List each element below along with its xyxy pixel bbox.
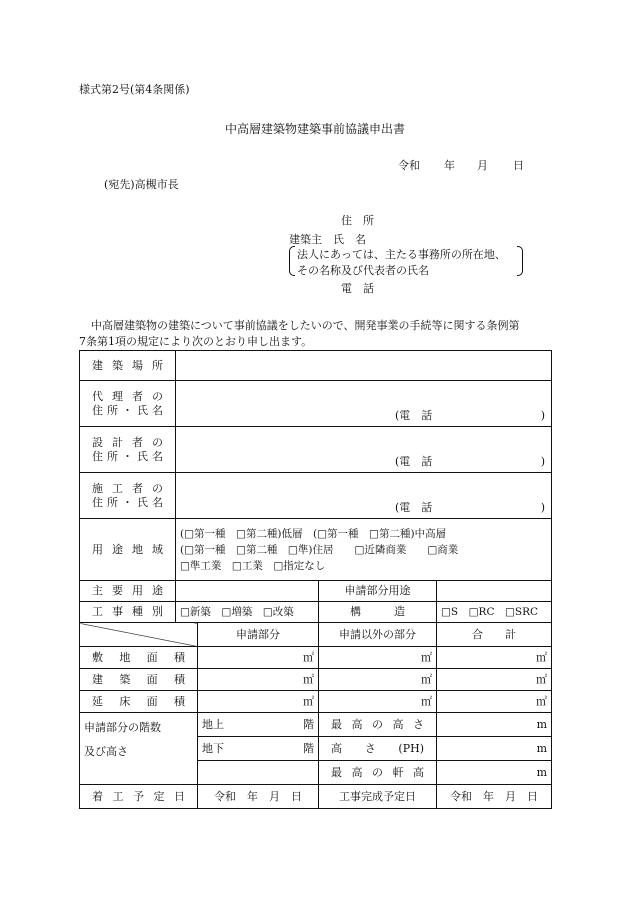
main-use-value[interactable] — [176, 581, 319, 602]
month-label: 月 — [477, 159, 488, 172]
agent-label-line-2: 住所・氏名 — [92, 403, 163, 417]
schedule-row — [80, 785, 552, 809]
site-area-label: 敷地面積 — [80, 647, 198, 669]
diagonal-header-cell — [80, 623, 198, 647]
form-number: 様式第2号(第4条関係) — [79, 83, 190, 96]
builder-label — [80, 473, 176, 519]
sqm-unit: ㎡ — [536, 694, 548, 708]
building-area-other[interactable] — [319, 669, 437, 691]
sqm-unit: ㎡ — [421, 694, 432, 708]
sqm-unit: ㎡ — [421, 650, 432, 664]
agent-label-line-1: 代理者の — [92, 389, 163, 403]
max-height-label: 最高の高さ — [319, 713, 437, 737]
designer-phone-open: (電 話 — [395, 455, 433, 468]
below-ground-cell[interactable] — [198, 737, 319, 761]
note-line-2: その名称及び代表者の氏名 — [297, 264, 429, 277]
note-bracket-left — [289, 246, 295, 276]
above-ground-label: 地上 — [202, 717, 224, 731]
building-area-label: 建築面積 — [80, 669, 198, 691]
addressee: (宛先)高槻市長 — [104, 178, 179, 191]
designer-row — [80, 427, 552, 473]
intro-line-2: 7条第1項の規定により次のとおり申し出ます。 — [79, 335, 313, 348]
m-unit: m — [536, 741, 548, 755]
owner-name-label: 建築主 氏 名 — [289, 233, 366, 246]
floors-row-above — [80, 713, 552, 737]
year-label: 年 — [444, 159, 455, 172]
sqm-unit: ㎡ — [303, 694, 314, 708]
agent-value[interactable] — [176, 381, 552, 427]
applied-use-label: 申請部分用途 — [319, 581, 437, 602]
floor-unit: 階 — [303, 741, 314, 755]
agent-phone-open: (電 話 — [395, 409, 433, 422]
zone-row — [80, 519, 552, 581]
sqm-unit: ㎡ — [303, 672, 314, 686]
col-other-header: 申請以外の部分 — [319, 623, 437, 647]
finish-date-label: 工事完成予定日 — [319, 785, 437, 809]
work-type-options[interactable]: □新築 □増築 □改築 — [176, 602, 319, 623]
site-area-row — [80, 647, 552, 669]
agent-phone-close: ) — [540, 409, 546, 422]
below-ground-label: 地下 — [202, 741, 224, 755]
height-ph-label: 高 さ (PH) — [319, 737, 437, 761]
above-ground-cell[interactable] — [198, 713, 319, 737]
agent-label — [80, 381, 176, 427]
building-area-row — [80, 669, 552, 691]
era-label: 令和 — [398, 159, 420, 172]
site-area-total[interactable] — [437, 647, 552, 669]
builder-label-line-1: 施工者の — [92, 481, 163, 495]
builder-label-line-2: 住所・氏名 — [92, 495, 163, 509]
address-label: 住 所 — [341, 214, 374, 227]
designer-label-line-2: 住所・氏名 — [92, 449, 163, 463]
builder-value[interactable] — [176, 473, 552, 519]
work-type-row — [80, 602, 552, 623]
sqm-unit: ㎡ — [303, 650, 314, 664]
max-height-value[interactable] — [437, 713, 552, 737]
start-date-label: 着工予定日 — [80, 785, 198, 809]
zone-line-2[interactable]: (□第一種 □第二種 □準)住居 □近隣商業 □商業 — [180, 543, 459, 556]
day-label: 日 — [513, 159, 524, 172]
m-unit: m — [536, 717, 548, 731]
floors-height-label — [80, 713, 198, 785]
applied-use-value[interactable] — [437, 581, 552, 602]
designer-label-line-1: 設計者の — [92, 435, 163, 449]
floor-area-row — [80, 691, 552, 713]
max-eave-label: 最高の軒高 — [319, 761, 437, 785]
site-row — [80, 351, 552, 381]
application-table — [79, 350, 552, 809]
area-header-row — [80, 623, 552, 647]
start-date-value[interactable]: 令和 年 月 日 — [198, 785, 319, 809]
main-use-label: 主要用途 — [80, 581, 176, 602]
site-area-applied[interactable] — [198, 647, 319, 669]
form-title: 中高層建築物建築事前協議申出書 — [225, 122, 406, 136]
zone-label: 用途地域 — [80, 519, 176, 581]
phone-label: 電 話 — [341, 282, 374, 295]
sqm-unit: ㎡ — [536, 650, 548, 664]
zone-options[interactable] — [176, 519, 552, 581]
floors-label-line-2: 及び高さ — [84, 745, 128, 758]
use-row — [80, 581, 552, 602]
designer-value[interactable] — [176, 427, 552, 473]
floor-unit: 階 — [303, 717, 314, 731]
floors-label-line-1: 申請部分の階数 — [84, 721, 161, 734]
builder-phone-open: (電 話 — [395, 501, 433, 514]
floor-area-applied[interactable] — [198, 691, 319, 713]
structure-label: 構 造 — [319, 602, 437, 623]
site-value[interactable] — [176, 351, 552, 381]
agent-row — [80, 381, 552, 427]
building-area-applied[interactable] — [198, 669, 319, 691]
designer-phone-close: ) — [540, 455, 546, 468]
floor-area-label: 延床面積 — [80, 691, 198, 713]
zone-line-1[interactable]: (□第一種 □第二種)低層 (□第一種 □第二種)中高層 — [180, 527, 447, 540]
finish-date-value[interactable]: 令和 年 月 日 — [437, 785, 552, 809]
floor-area-total[interactable] — [437, 691, 552, 713]
col-applied-header: 申請部分 — [198, 623, 319, 647]
designer-label — [80, 427, 176, 473]
builder-row — [80, 473, 552, 519]
col-total-header: 合 計 — [437, 623, 552, 647]
intro-line-1: 中高層建築物の建築について事前協議をしたいので、開発事業の手続等に関する条例第 — [91, 319, 520, 332]
note-bracket-right — [517, 246, 523, 276]
site-label: 建築場所 — [80, 351, 176, 381]
height-ph-value[interactable] — [437, 737, 552, 761]
sqm-unit: ㎡ — [536, 672, 548, 686]
note-line-1: 法人にあっては、主たる事務所の所在地、 — [297, 248, 506, 261]
site-area-other[interactable] — [319, 647, 437, 669]
blank-floor-cell — [198, 761, 319, 785]
structure-options[interactable]: □S □RC □SRC — [437, 602, 552, 623]
max-eave-value[interactable] — [437, 761, 552, 785]
floor-area-other[interactable] — [319, 691, 437, 713]
m-unit: m — [536, 765, 548, 779]
builder-phone-close: ) — [540, 501, 546, 514]
work-type-label: 工事種別 — [80, 602, 176, 623]
zone-line-3[interactable]: □準工業 □工業 □指定なし — [180, 559, 326, 572]
sqm-unit: ㎡ — [421, 672, 432, 686]
building-area-total[interactable] — [437, 669, 552, 691]
